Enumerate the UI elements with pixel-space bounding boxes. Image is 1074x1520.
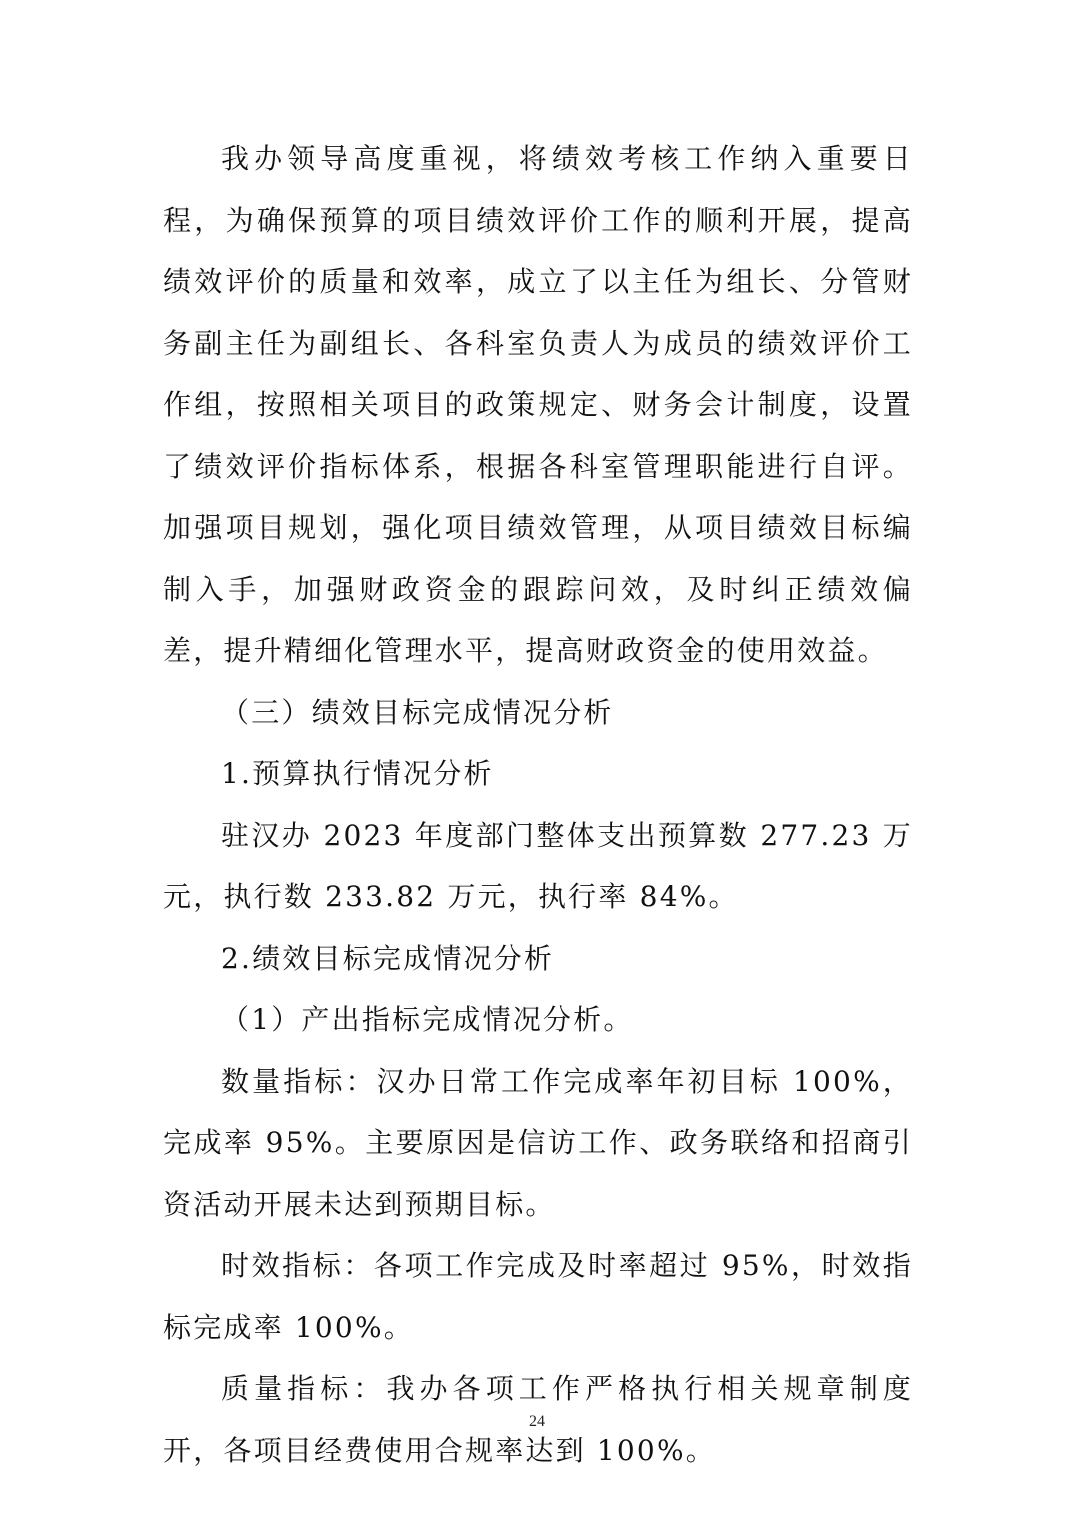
budget-paragraph: 驻汉办 2023 年度部门整体支出预算数 277.23 万元，执行数 233.82 万元，执行率 84%。	[163, 818, 913, 913]
section-heading: （三）绩效目标完成情况分析	[221, 695, 614, 729]
subheading-budget-execution: 1.预算执行情况分析	[221, 757, 494, 790]
subheading-output-indicators: （1）产出指标完成情况分析。	[221, 1003, 634, 1036]
document-body	[163, 128, 913, 1481]
timeliness-indicator-paragraph: 时效指标：各项工作完成及时率超过 95%，时效指标完成率 100%。	[163, 1249, 913, 1344]
quantity-indicator-paragraph: 数量指标：汉办日常工作完成率年初目标 100%，完成率 95%。主要原因是信访工作、政务联络和招商引资活动开展未达到预期目标。	[163, 1064, 913, 1221]
quality-indicator-paragraph: 质量指标：我办各项工作严格执行相关规章制度开，各项目经费使用合规率达到 100%。	[163, 1372, 913, 1467]
page-number: 24	[529, 1413, 545, 1430]
intro-paragraph: 我办领导高度重视，将绩效考核工作纳入重要日程，为确保预算的项目绩效评价工作的顺利开展，提高绩效评价的质量和效率，成立了以主任为组长、分管财务副主任为副组长、各科室负责人为成员的绩效评价工作组，按照相关项目的政策规定、财务会计制度，设置了绩效评价指标体系，根据各科室管理职能进行自评。加强项目规划，强化项目绩效管理，从项目绩效目标编制入手，加强财政资金的跟踪问效，及时纠正绩效偏差，提升精细化管理水平，提高财政资金的使用效益。	[163, 142, 913, 667]
subheading-performance-goals: 2.绩效目标完成情况分析	[221, 941, 555, 975]
